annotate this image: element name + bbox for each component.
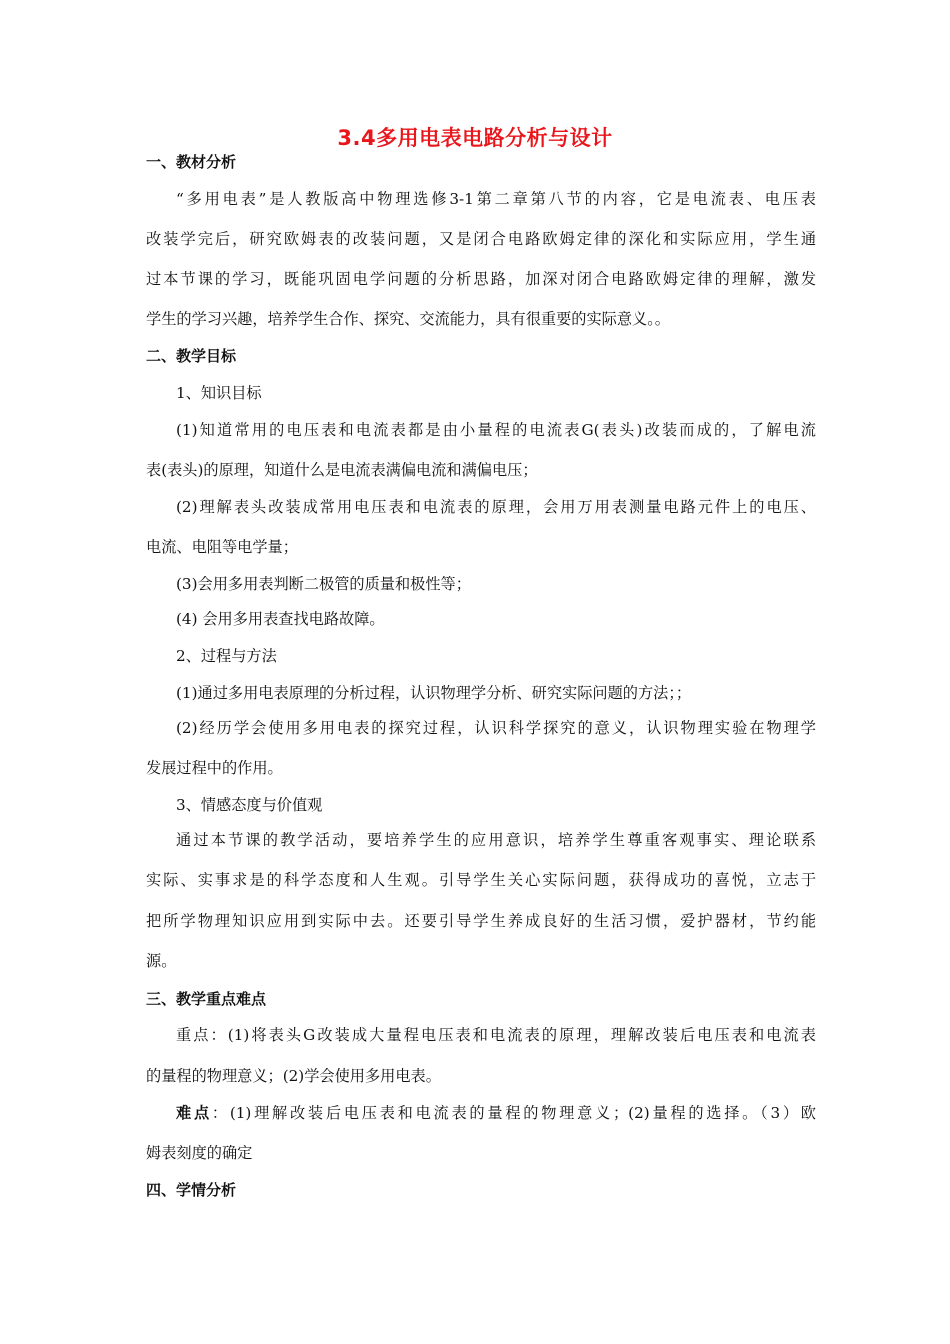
list-item: (4) 会用多用表查找电路故障。 [176, 610, 385, 628]
section-heading-key-difficult-points: 三、教学重点难点 [146, 990, 267, 1008]
difficulty-text: ：(1)理解改装后电压表和电流表的量程的物理意义；(2)量程的选择。（3）欧 [211, 1104, 816, 1122]
difficulty-label: 难点 [176, 1104, 212, 1122]
list-item-line: (2)经历学会使用多用电表的探究过程，认识科学探究的意义，认识物理实验在物理学 [176, 719, 816, 737]
paragraph-line: 重点：(1)将表头G改装成大量程电压表和电流表的原理，理解改装后电压表和电流表 [176, 1026, 816, 1044]
section-heading-student-analysis: 四、学情分析 [146, 1181, 237, 1199]
document-title: 3.4多用电表电路分析与设计 [337, 126, 613, 150]
section-heading-teaching-goals: 二、教学目标 [146, 347, 237, 365]
paragraph-line: 通过本节课的教学活动，要培养学生的应用意识，培养学生尊重客观事实、理论联系 [176, 831, 816, 849]
paragraph-line: 学生的学习兴趣，培养学生合作、探究、交流能力，具有很重要的实际意义。。 [146, 310, 670, 328]
list-item: (1)通过多用电表原理的分析过程，认识物理学分析、研究实际问题的方法；； [176, 684, 692, 702]
list-item: (3)会用多用表判断二极管的质量和极性等； [176, 575, 471, 593]
paragraph-line: “多用电表”是人教版高中物理选修3-1第二章第八节的内容，它是电流表、电压表 [176, 190, 816, 208]
list-item-line: (2)理解表头改装成常用电压表和电流表的原理，会用万用表测量电路元件上的电压、 [176, 498, 816, 516]
subheading-attitudes-values: 3、情感态度与价值观 [176, 796, 323, 814]
paragraph-line: 改装学完后，研究欧姆表的改装问题，又是闭合电路欧姆定律的深化和实际应用，学生通 [146, 230, 816, 248]
list-item-line: 电流、电阻等电学量； [146, 538, 298, 556]
section-heading-textbook-analysis: 一、教材分析 [146, 153, 237, 171]
paragraph-line: 过本节课的学习，既能巩固电学问题的分析思路，加深对闭合电路欧姆定律的理解，激发 [146, 270, 816, 288]
paragraph-line: 姆表刻度的确定 [146, 1144, 253, 1162]
paragraph-line: 实际、实事求是的科学态度和人生观。引导学生关心实际问题，获得成功的喜悦，立志于 [146, 871, 816, 889]
paragraph-line: 把所学物理知识应用到实际中去。还要引导学生养成良好的生活习惯，爱护器材，节约能 [146, 912, 816, 930]
paragraph-line: 的量程的物理意义；(2)学会使用多用电表。 [146, 1067, 441, 1085]
subheading-process-methods: 2、过程与方法 [176, 647, 277, 665]
difficulty-line [176, 1103, 816, 1123]
list-item-line: (1)知道常用的电压表和电流表都是由小量程的电流表G(表头)改装而成的，了解电流 [176, 421, 816, 439]
list-item-line: 发展过程中的作用。 [146, 759, 283, 777]
paragraph-line: 源。 [146, 952, 177, 970]
subheading-knowledge-goals: 1、知识目标 [176, 384, 262, 402]
list-item-line: 表(表头)的原理，知道什么是电流表满偏电流和满偏电压； [146, 461, 538, 479]
